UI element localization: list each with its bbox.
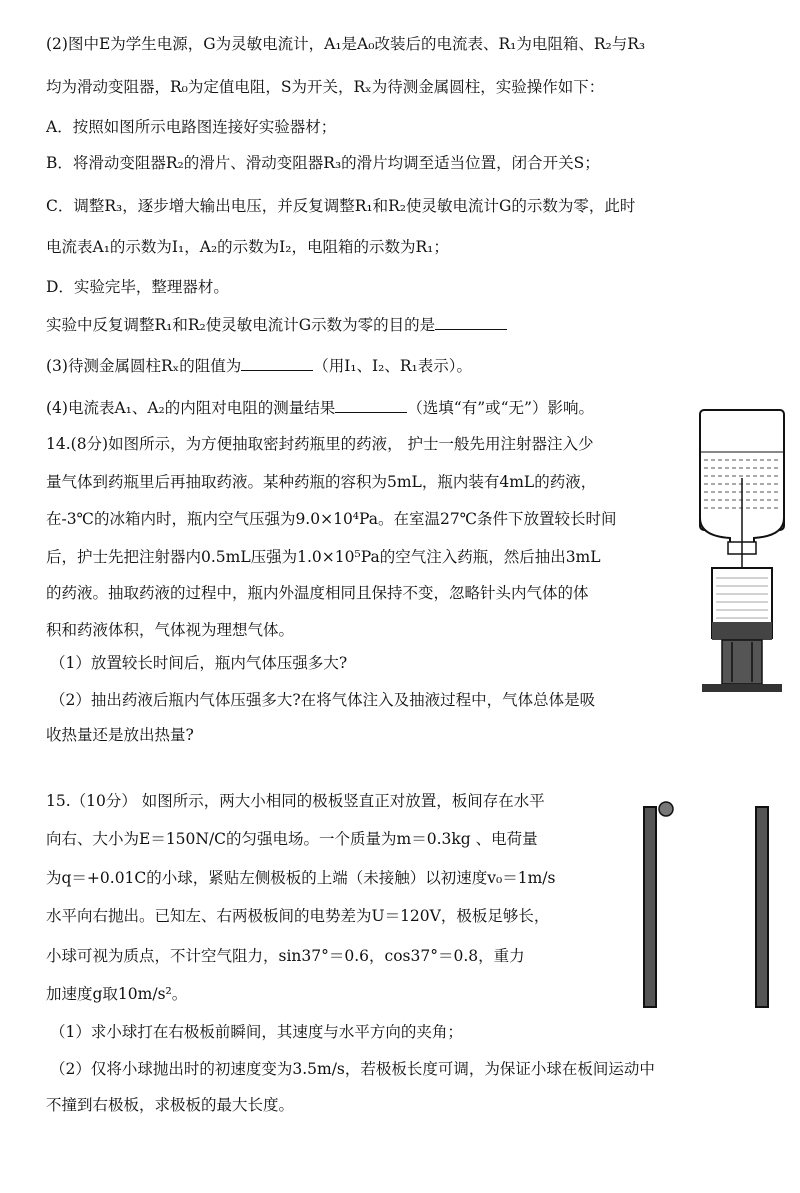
q13-step-c-line1: C．调整R₃，逐步增大输出电压，并反复调整R₁和R₂使灵敏电流计G的示数为零，此时 [46, 197, 636, 215]
q13-part3-line [46, 355, 472, 377]
q13-purpose-text: 实验中反复调整R₁和R₂使灵敏电流计G示数为零的目的是 [46, 316, 436, 334]
q14-line4: 后，护士先把注射器内0.5mL压强为1.0×10⁵Pa的空气注入药瓶，然后抽出3mL [46, 548, 601, 566]
q13-part3-tail: （用I₁、I₂、R₁表示）。 [313, 357, 473, 375]
q15-sub2-line2: 不撞到右极板，求极板的最大长度。 [46, 1096, 295, 1114]
q13-part2-line2: 均为滑动变阻器，R₀为定值电阻，S为开关，Rₓ为待测金属圆柱，实验操作如下： [46, 78, 605, 96]
q15-sub1: （1）求小球打在右极板前瞬间，其速度与水平方向的夹角； [50, 1023, 463, 1041]
vial-syringe-figure [692, 408, 792, 698]
q15-line3: 为q＝+0.01C的小球，紧贴左侧极板的上端（未接触）以初速度v₀＝1m/s [46, 869, 556, 887]
q14-sub2-line2: 收热量还是放出热量? [46, 726, 194, 744]
q15-line1: 15.（10分） 如图所示，两大小相同的极板竖直正对放置，板间存在水平 [46, 792, 545, 810]
q13-step-b: B．将滑动变阻器R₂的滑片、滑动变阻器R₃的滑片均调至适当位置，闭合开关S； [46, 154, 600, 172]
q13-part2-line1: (2)图中E为学生电源，G为灵敏电流计，A₁是A₀改装后的电流表、R₁为电阻箱、R₂与R₃ [46, 35, 646, 53]
q15-line6: 加速度g取10m/s²。 [46, 985, 188, 1003]
answer-blank [435, 315, 507, 330]
charged-plates-figure [636, 795, 786, 1015]
q13-purpose-line [46, 314, 507, 336]
q13-part3-text: (3)待测金属圆柱Rₓ的阻值为 [46, 357, 242, 375]
q13-step-d: D．实验完毕，整理器材。 [46, 278, 229, 296]
answer-blank [241, 356, 313, 371]
q13-step-c-line2: 电流表A₁的示数为I₁，A₂的示数为I₂，电阻箱的示数为R₁； [46, 238, 449, 256]
q15-line4: 水平向右抛出。已知左、右两极板间的电势差为U＝120V，极板足够长， [46, 907, 550, 925]
q14-line2: 量气体到药瓶里后再抽取药液。某种药瓶的容积为5mL，瓶内装有4mL的药液， [46, 473, 597, 491]
q14-line3: 在-3℃的冰箱内时，瓶内空气压强为9.0×10⁴Pa。在室温27℃条件下放置较长时间 [46, 510, 617, 528]
answer-blank [335, 398, 407, 413]
q13-part4-tail: （选填“有”或“无”）影响。 [407, 399, 594, 417]
q13-step-a: A．按照如图所示电路图连接好实验器材； [46, 118, 337, 136]
ball [659, 802, 673, 816]
q14-line5: 的药液。抽取药液的过程中，瓶内外温度相同且保持不变，忽略针头内气体的体 [46, 584, 589, 602]
q13-part4-text: (4)电流表A₁、A₂的内阻对电阻的测量结果 [46, 399, 336, 417]
q14-line1: 14.(8分)如图所示，为方便抽取密封药瓶里的药液， 护士一般先用注射器注入少 [46, 435, 594, 453]
q14-sub1: （1）放置较长时间后，瓶内气体压强多大? [50, 654, 348, 672]
q13-part4-line [46, 397, 594, 419]
q14-sub2-line1: （2）抽出药液后瓶内气体压强多大?在将气体注入及抽液过程中，气体总体是吸 [50, 691, 596, 709]
q14-line6: 积和药液体积，气体视为理想气体。 [46, 621, 295, 639]
q15-line2: 向右、大小为E＝150N/C的匀强电场。一个质量为m＝0.3kg 、电荷量 [46, 830, 538, 848]
q15-sub2-line1: （2）仅将小球抛出时的初速度变为3.5m/s，若极板长度可调，为保证小球在板间运动中 [50, 1060, 655, 1078]
q15-line5: 小球可视为质点，不计空气阻力，sin37°＝0.6，cos37°＝0.8，重力 [46, 947, 525, 965]
